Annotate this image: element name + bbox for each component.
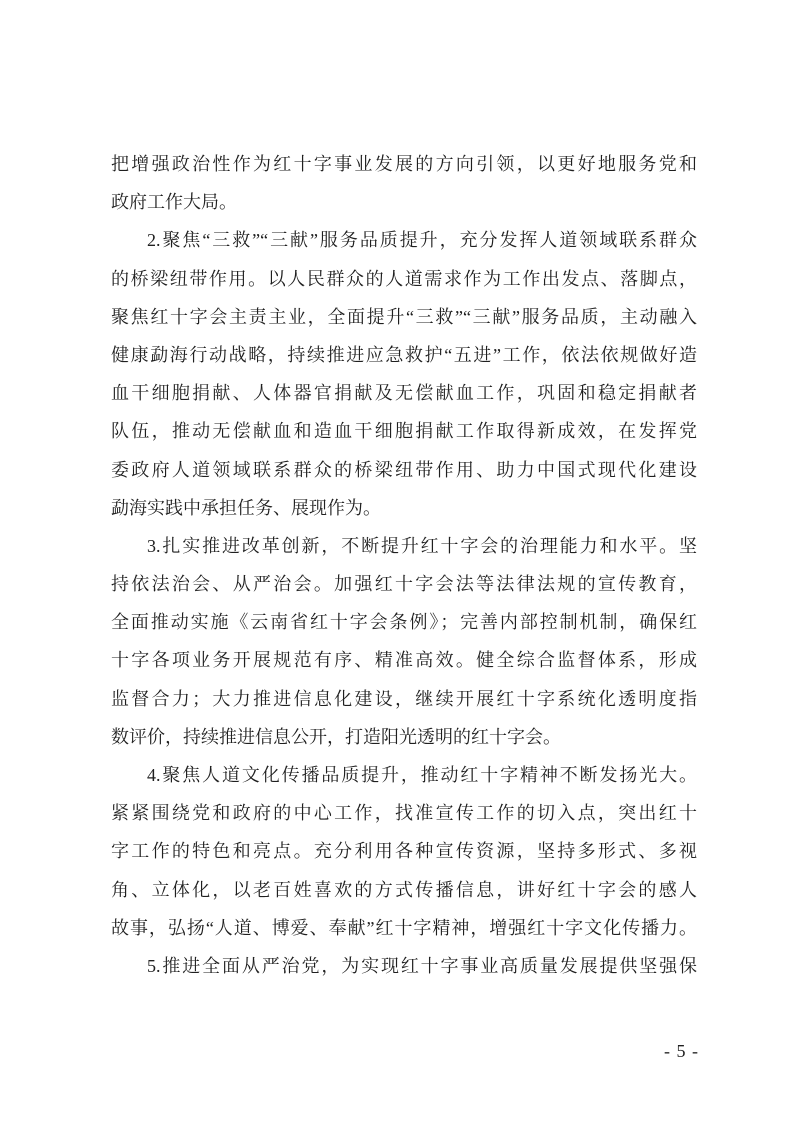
text-line: 十字各项业务开展规范有序、精准高效。健全综合监督体系，形成 <box>111 650 697 671</box>
text-line: 聚焦红十字会主责主业，全面提升“三救”“三献”服务品质，主动融入 <box>111 306 697 327</box>
document-body <box>111 145 697 985</box>
text-line: 2.聚焦“三救”“三献”服务品质提升，充分发挥人道领域联系群众 <box>147 230 697 251</box>
text-line: 血干细胞捐献、人体器官捐献及无偿献血工作，巩固和稳定捐献者 <box>111 383 697 404</box>
text-line: 字工作的特色和亮点。充分利用各种宣传资源，坚持多形式、多视 <box>111 841 697 862</box>
text-line: 全面推动实施《云南省红十字会条例》；完善内部控制机制，确保红 <box>111 612 697 633</box>
text-line: 3.扎实推进改革创新，不断提升红十字会的治理能力和水平。坚 <box>147 535 697 556</box>
text-line: 持依法治会、从严治会。加强红十字会法等法律法规的宣传教育， <box>111 574 697 595</box>
text-line: 健康勐海行动战略，持续推进应急救护“五进”工作，依法依规做好造 <box>111 344 697 365</box>
text-line: 把增强政治性作为红十字事业发展的方向引领，以更好地服务党和 <box>111 154 697 174</box>
text-line: 故事，弘扬“人道、博爱、奉献”红十字精神，增强红十字文化传播力。 <box>111 917 697 938</box>
text-line: 数评价，持续推进信息公开，打造阳光透明的红十字会。 <box>111 726 561 747</box>
text-line: 5.推进全面从严治党，为实现红十字事业高质量发展提供坚强保 <box>147 955 697 976</box>
text-line: 紧紧围绕党和政府的中心工作，找准宣传工作的切入点，突出红十 <box>111 803 697 824</box>
text-line: 政府工作大局。 <box>111 192 237 213</box>
page-number: - 5 - <box>664 1041 699 1061</box>
text-line: 的桥梁纽带作用。以人民群众的人道需求作为工作出发点、落脚点， <box>111 268 697 289</box>
text-line: 4.聚焦人道文化传播品质提升，推动红十字精神不断发扬光大。 <box>147 765 697 785</box>
text-line: 勐海实践中承担任务、展现作为。 <box>111 497 381 518</box>
text-line: 监督合力；大力推进信息化建设，继续开展红十字系统化透明度指 <box>111 688 697 709</box>
text-line: 角、立体化，以老百姓喜欢的方式传播信息，讲好红十字会的感人 <box>111 879 697 900</box>
text-line: 委政府人道领域联系群众的桥梁纽带作用、助力中国式现代化建设 <box>111 459 697 480</box>
text-line: 队伍，推动无偿献血和造血干细胞捐献工作取得新成效，在发挥党 <box>111 421 697 442</box>
